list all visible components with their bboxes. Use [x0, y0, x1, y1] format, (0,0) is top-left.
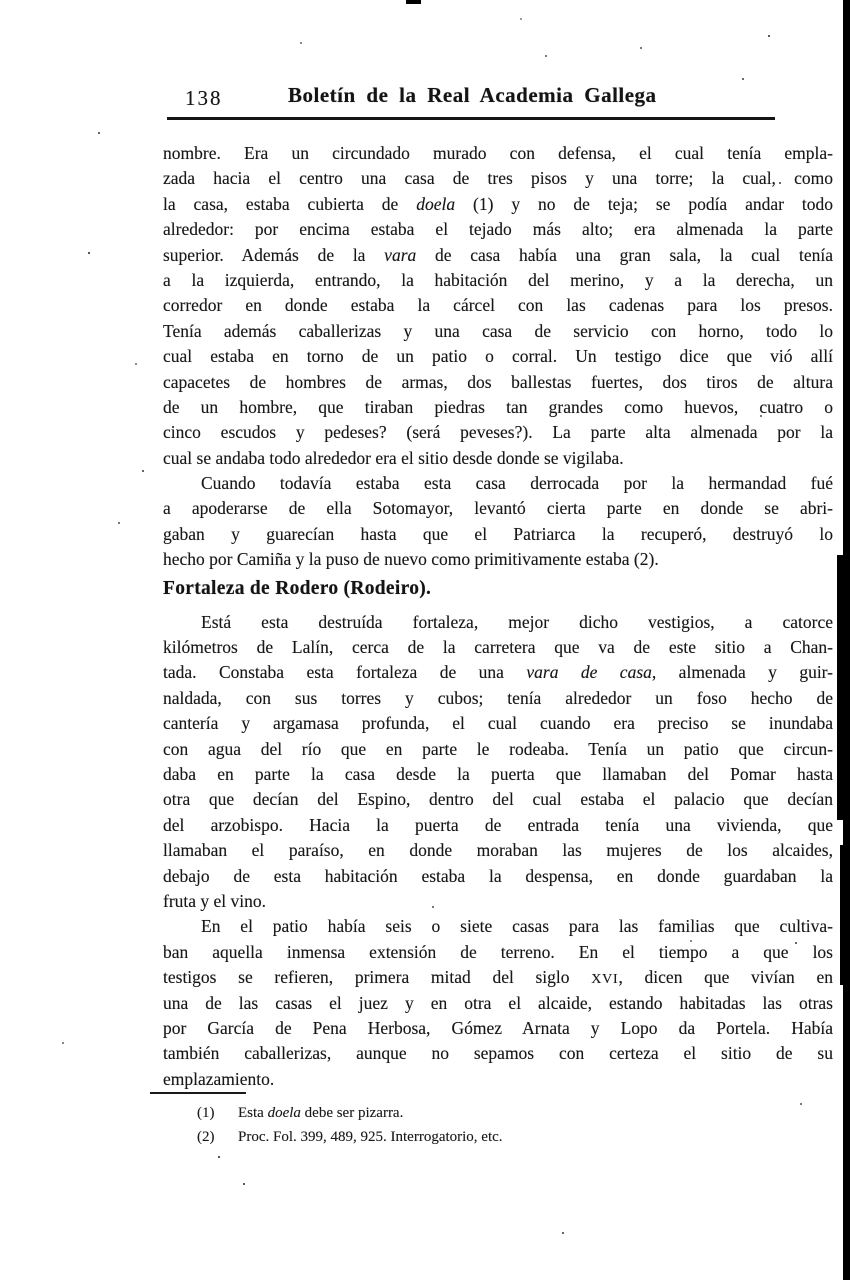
- text-line: ban aquella inmensa extensión de terreno. En el tiempo a que los: [163, 941, 833, 962]
- text-line: una de las casas el juez y en otra el alcaide, estando habitadas las otras: [163, 992, 833, 1013]
- text-line: cinco escudos y pedeses? (será peveses?). La parte alta almenada por la: [163, 422, 833, 443]
- text-line: corredor en donde estaba la cárcel con las cadenas para los presos.: [163, 295, 833, 316]
- body-text: [163, 141, 833, 1092]
- text-line: también caballerizas, aunque no sepamos con certeza el sitio de su: [163, 1043, 833, 1064]
- footnote-marker: (2): [197, 1128, 215, 1145]
- text-line: superior. Además de la vara de casa había una gran sala, la cual tenía: [163, 244, 833, 265]
- scan-edge-bar: [843, 0, 850, 1280]
- text-line: a apoderarse de ella Sotomayor, levantó cierta parte en donde se abri-: [163, 498, 833, 519]
- text-line: nombre. Era un circundado murado con defensa, el cual tenía empla-: [163, 143, 833, 163]
- section-heading: Fortaleza de Rodero (Rodeiro).: [163, 577, 432, 599]
- text-line: Tenía además caballerizas y una casa de servicio con horno, todo lo: [163, 320, 833, 341]
- text-line: cual se andaba todo alrededor era el sitio desde donde se vigilaba.: [163, 447, 624, 468]
- journal-title: Boletín de la Real Academia Gallega: [288, 83, 657, 107]
- text-line: hecho por Camiña y la puso de nuevo como primitivamente estaba (2).: [163, 549, 659, 570]
- text-line: Cuando todavía estaba esta casa derrocada por la hermandad fué: [201, 473, 833, 494]
- paragraph: [163, 141, 833, 471]
- paragraph: [163, 610, 833, 915]
- text-line: por García de Pena Herbosa, Gómez Arnata y Lopo da Portela. Había: [163, 1017, 833, 1038]
- text-line: gaban y guarecían hasta que el Patriarca la recuperó, destruyó lo: [163, 523, 833, 544]
- scan-edge-bar-bump: [840, 845, 844, 985]
- header-rule: [167, 117, 775, 120]
- footnote-text: Esta doela debe ser pizarra.: [238, 1105, 404, 1121]
- text-line: otra que decían del Espino, dentro del cual estaba el palacio que decían: [163, 789, 833, 810]
- text-line: Está esta destruída fortaleza, mejor dicho vestigios, a catorce: [201, 611, 833, 632]
- text-line: cual estaba en torno de un patio o corral. Un testigo dice que vió allí: [163, 346, 833, 367]
- text-line: con agua del río que en parte le rodeaba. Tenía un patio que circun-: [163, 738, 833, 759]
- text-line: debajo de esta habitación estaba la despensa, en donde guardaban la: [163, 865, 833, 886]
- page-number: 138: [185, 86, 223, 110]
- footnote: [197, 1126, 757, 1150]
- text-line: naldada, con sus torres y cubos; tenía alrededor un foso hecho de: [163, 687, 833, 708]
- text-line: fruta y el vino.: [163, 890, 267, 911]
- scan-noise: [0, 0, 2, 2]
- text-line: daba en parte la casa desde la puerta que llamaban del Pomar hasta: [163, 763, 833, 784]
- paragraph: [163, 471, 833, 573]
- footnotes: [197, 1102, 757, 1149]
- text-line: emplazamiento.: [163, 1068, 275, 1089]
- text-line: la casa, estaba cubierta de doela (1) y no de teja; se podía andar todo: [163, 193, 833, 214]
- scan-speck: [406, 0, 421, 4]
- text-line: llamaban el paraíso, en donde moraban las mujeres de los alcaides,: [163, 840, 833, 861]
- text-line: de un hombre, que tiraban piedras tan grandes como huevos, cuatro o: [163, 396, 833, 417]
- footnote: [197, 1102, 757, 1126]
- footnote-marker: (1): [197, 1105, 215, 1121]
- text-line: testigos se refieren, primera mitad del siglo XVI, dicen que vivían en: [163, 967, 833, 988]
- text-line: del arzobispo. Hacia la puerta de entrada tenía una vivienda, que: [163, 814, 833, 835]
- text-line: a la izquierda, entrando, la habitación del merino, y a la derecha, un: [163, 269, 833, 290]
- text-line: capacetes de hombres de armas, dos ballestas fuertes, dos tiros de altura: [163, 371, 833, 392]
- text-line: zada hacia el centro una casa de tres pisos y una torre; la cual, como: [163, 168, 833, 189]
- text-line: kilómetros de Lalín, cerca de la carretera que va de este sitio a Chan-: [163, 637, 833, 658]
- text-line: En el patio había seis o siete casas para las familias que cultiva-: [201, 916, 833, 937]
- footnote-separator-rule: [150, 1092, 246, 1094]
- scan-edge-bar-bump: [837, 555, 844, 820]
- text-line: alrededor: por encima estaba el tejado más alto; era almenada la parte: [163, 219, 833, 240]
- text-line: tada. Constaba esta fortaleza de una vara de casa, almenada y guir-: [163, 662, 833, 683]
- text-line: cantería y argamasa profunda, el cual cuando era preciso se inundaba: [163, 713, 833, 734]
- footnote-text: Proc. Fol. 399, 489, 925. Interrogatorio, etc.: [238, 1128, 503, 1145]
- paragraph: [163, 914, 833, 1092]
